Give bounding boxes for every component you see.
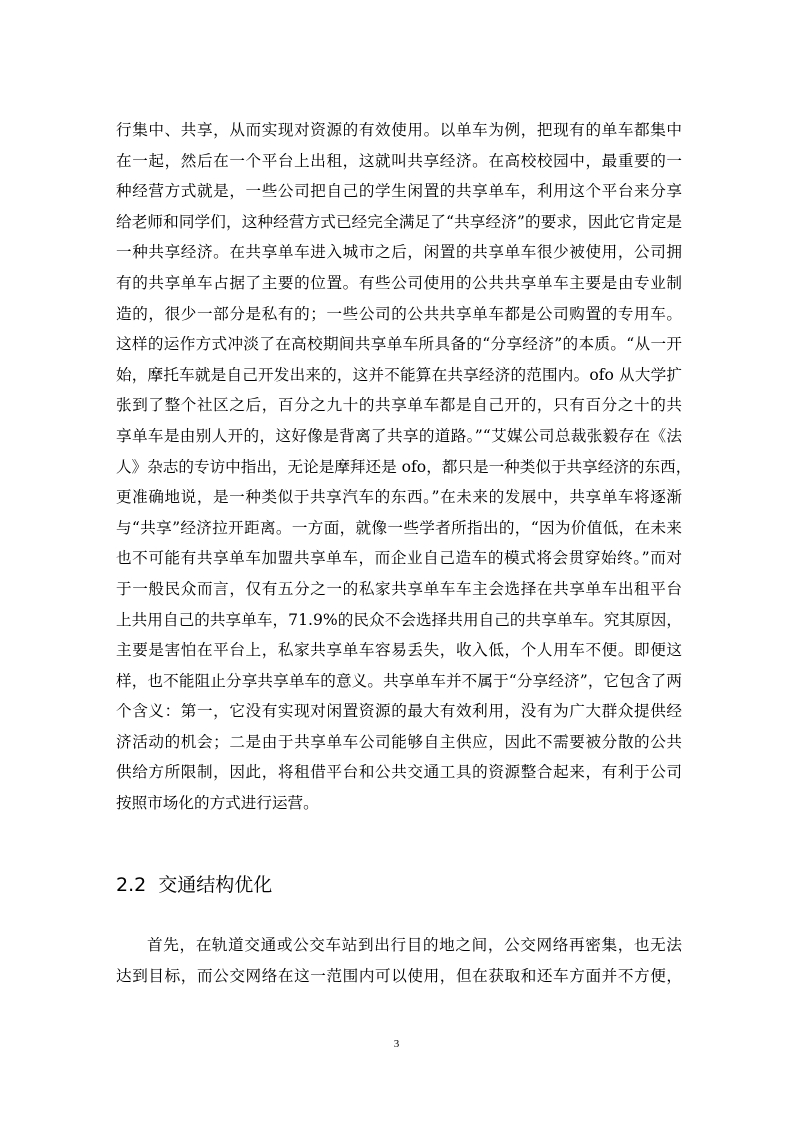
text-line: 首先，在轨道交通或公交车站到出行目的地之间，公交网络再密集，也无法 [147,936,682,954]
text-line: 给老师和同学们，这种经营方式已经完全满足了“共享经济”的要求，因此它肯定是 [116,212,682,231]
text-line: 上共用自己的共享单车，71.9%的民众不会选择共用自己的共享单车。究其原因， [116,610,682,629]
text-line: 按照市场化的方式进行运营。 [116,794,319,813]
text-line: 于一般民众而言，仅有五分之一的私家共享单车车主会选择在共享单车出租平台 [116,579,682,598]
text-line: 这样的运作方式冲淡了在高校期间共享单车所具备的“分享经济”的本质。“从一开 [116,335,682,354]
section-title: 交通结构优化 [158,874,273,896]
text-line: 达到目标，而公交网络在这一范围内可以使用，但在获取和还车方面并不方便， [116,966,682,985]
text-line: 更准确地说，是一种类似于共享汽车的东西。”在未来的发展中，共享单车将逐渐 [116,488,682,507]
text-line: 享单车是由别人开的，这好像是背离了共享的道路。”“艾媒公司总裁张毅存在《法 [116,426,682,445]
text-line: 个含义：第一，它没有实现对闲置资源的最大有效利用，没有为广大群众提供经 [116,702,682,721]
page-number: 3 [393,1038,400,1050]
text-line: 造的，很少一部分是私有的；一些公司的公共共享单车都是公司购置的专用车。 [116,304,682,323]
text-line: 济活动的机会；二是由于共享单车公司能够自主供应，因此不需要被分散的公共 [116,732,682,751]
text-line: 供给方所限制，因此，将租借平台和公共交通工具的资源整合起来，有利于公司 [116,763,682,782]
text-line: 也不可能有共享单车加盟共享单车，而企业自己造车的模式将会贯穿始终。”而对 [116,549,682,568]
paragraph-continued [116,115,692,819]
text-line: 一种共享经济。在共享单车进入城市之后，闲置的共享单车很少被使用，公司拥 [116,243,682,262]
text-line: 与“共享”经济拉开距离。一方面，就像一些学者所指出的，“因为价值低，在未来 [116,518,682,537]
text-line: 种经营方式就是，一些公司把自己的学生闲置的共享单车，利用这个平台来分享 [116,182,682,201]
text-line: 人》杂志的专访中指出，无论是摩拜还是 ofo，都只是一种类似于共享经济的东西， [116,457,692,476]
text-line: 主要是害怕在平台上，私家共享单车容易丢失，收入低，个人用车不便。即便这 [116,641,682,660]
text-line: 行集中、共享，从而实现对资源的有效使用。以单车为例，把现有的单车都集中 [116,121,682,139]
text-line: 张到了整个社区之后，百分之九十的共享单车都是自己开的，只有百分之十的共 [116,396,682,415]
text-line: 在一起，然后在一个平台上出租，这就叫共享经济。在高校校园中，最重要的一 [116,151,682,170]
paragraph-section-intro [116,930,682,991]
section-heading [116,868,272,902]
text-line: 始，摩托车就是自己开发出来的，这并不能算在共享经济的范围内。ofo 从大学扩 [116,365,682,384]
text-line: 样，也不能阻止分享共享单车的意义。共享单车并不属于“分享经济”，它包含了两 [116,671,682,690]
text-line: 有的共享单车占据了主要的位置。有些公司使用的公共共享单车主要是由专业制 [116,273,682,292]
section-number: 2.2 [116,874,147,896]
